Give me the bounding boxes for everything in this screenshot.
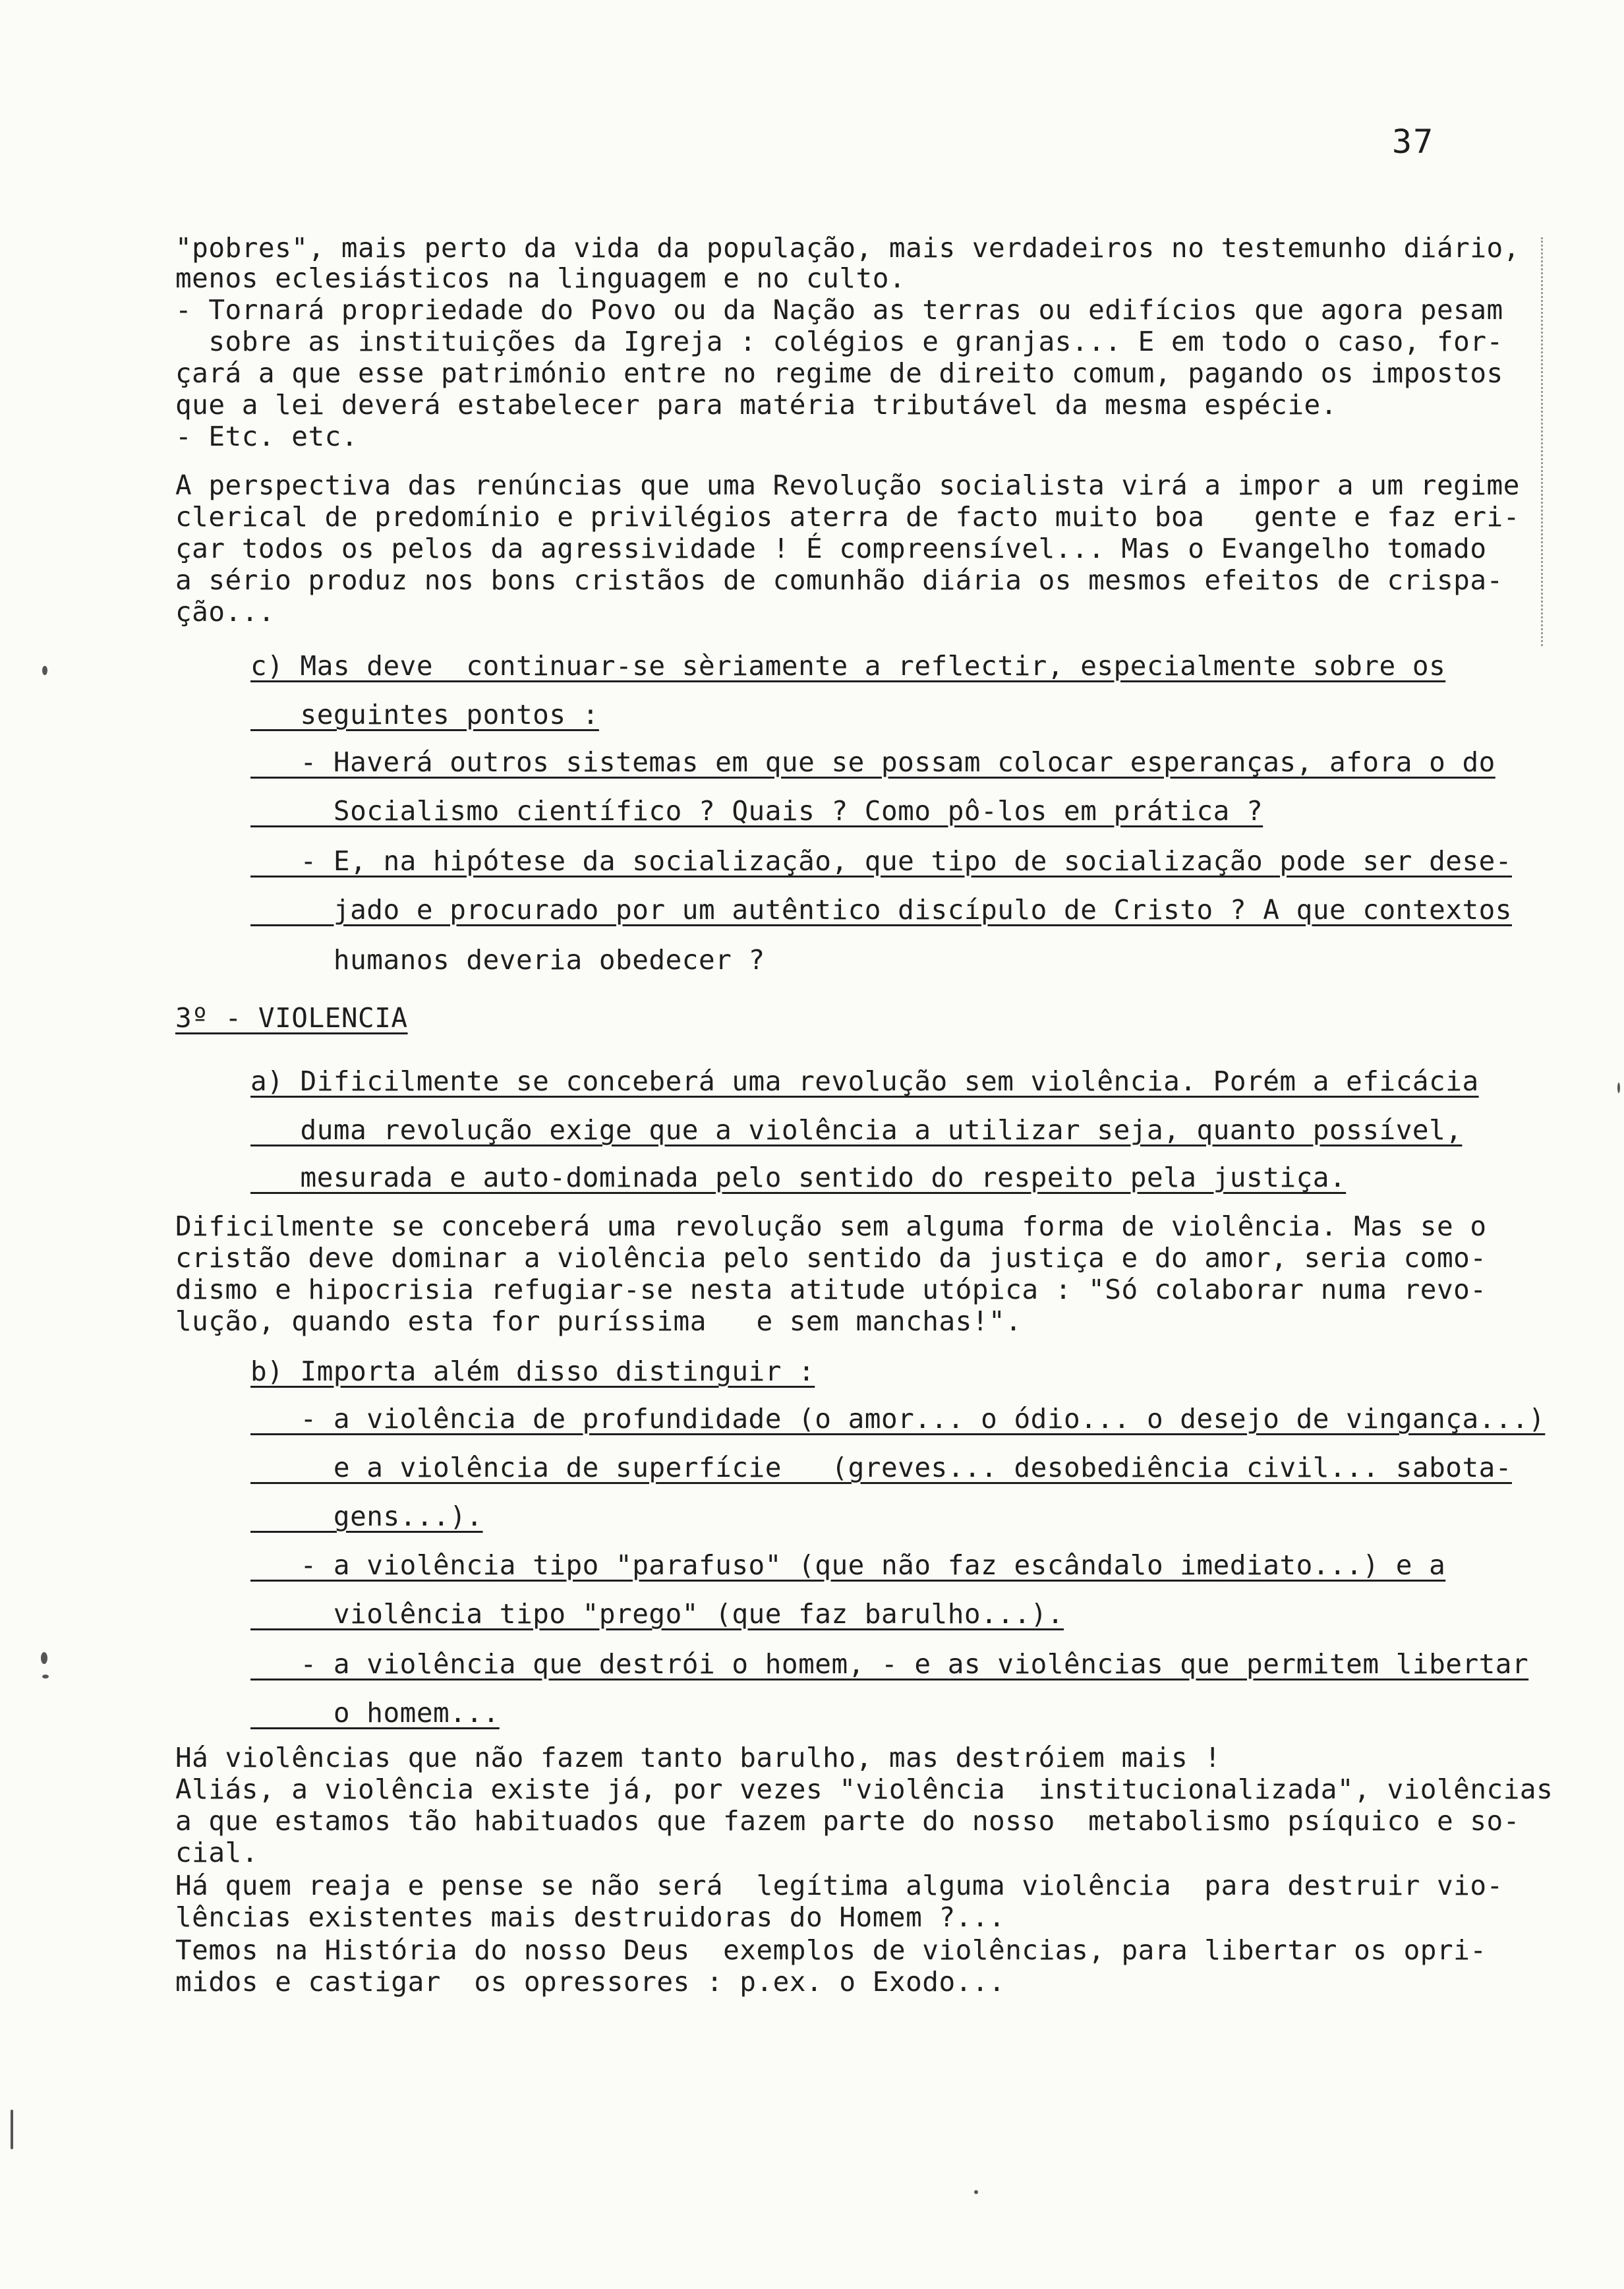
text-line: sobre as instituições da Igreja : colégios e granjas... E em todo o caso, for- bbox=[175, 326, 1503, 357]
text-line: lências existentes mais destruidoras do Homem ?... bbox=[175, 1901, 1006, 1933]
text-line: clerical de predomínio e privilégios aterra de facto muito boa gente e faz eri- bbox=[175, 501, 1520, 533]
text-line: o homem... bbox=[250, 1697, 500, 1729]
section-item-b: b) Importa além disso distinguir : bbox=[250, 1355, 815, 1387]
scan-speck bbox=[1617, 1083, 1620, 1093]
bullet-item: - E, na hipótese da socialização, que tipo de socialização pode ser dese- bbox=[250, 845, 1512, 877]
section-item-c: c) Mas deve continuar-se sèriamente a reflectir, especialmente sobre os bbox=[250, 650, 1446, 682]
bullet-item: - a violência tipo "parafuso" (que não faz escândalo imediato...) e a bbox=[250, 1549, 1446, 1581]
text-line: - Etc. etc. bbox=[175, 421, 359, 452]
bullet-item: - a violência de profundidade (o amor... o ódio... o desejo de vingança...) bbox=[250, 1403, 1546, 1435]
text-line: cristão deve dominar a violência pelo sentido da justiça e do amor, seria como- bbox=[175, 1242, 1487, 1274]
page-number: 37 bbox=[1392, 123, 1435, 161]
section-heading: 3º - VIOLENCIA bbox=[175, 1002, 408, 1034]
text-line: Aliás, a violência existe já, por vezes "violência institucionalizada", violências bbox=[175, 1773, 1553, 1805]
text-line: violência tipo "prego" (que faz barulho...). bbox=[250, 1598, 1064, 1630]
scan-speck bbox=[974, 2190, 978, 2194]
text-line: dismo e hipocrisia refugiar-se nesta atitude utópica : "Só colaborar numa revo- bbox=[175, 1274, 1487, 1305]
text-line: que a lei deverá estabelecer para matéria tributável da mesma espécie. bbox=[175, 389, 1337, 421]
text-line: Socialismo científico ? Quais ? Como pô-los em prática ? bbox=[250, 795, 1263, 827]
text-line: midos e castigar os opressores : p.ex. o Exodo... bbox=[175, 1966, 1006, 1998]
text-line: menos eclesiásticos na linguagem e no culto. bbox=[175, 262, 906, 294]
text-line: gens...). bbox=[250, 1501, 483, 1532]
scan-speck bbox=[11, 2110, 13, 2149]
text-line: Temos na História do nosso Deus exemplos de violências, para libertar os opri- bbox=[175, 1934, 1487, 1966]
bullet-item: - Haverá outros sistemas em que se possam colocar esperanças, afora o do bbox=[250, 746, 1495, 778]
text-line: "pobres", mais perto da vida da população, mais verdadeiros no testemunho diário, bbox=[175, 232, 1520, 264]
text-line: ção... bbox=[175, 596, 276, 628]
scan-speck bbox=[41, 1652, 47, 1664]
text-line: humanos deveria obedecer ? bbox=[250, 944, 765, 976]
text-line: Há violências que não fazem tanto barulho, mas destróiem mais ! bbox=[175, 1742, 1221, 1773]
text-line: çar todos os pelos da agressividade ! É compreensível... Mas o Evangelho tomado bbox=[175, 533, 1487, 564]
text-line: Dificilmente se conceberá uma revolução sem alguma forma de violência. Mas se o bbox=[175, 1210, 1487, 1242]
text-line: lução, quando esta for puríssima e sem manchas!". bbox=[175, 1305, 1022, 1337]
section-item-a: a) Dificilmente se conceberá uma revolução sem violência. Porém a eficácia bbox=[250, 1065, 1479, 1097]
text-line: mesurada e auto-dominada pelo sentido do respeito pela justiça. bbox=[250, 1162, 1347, 1193]
text-line: çará a que esse património entre no regime de direito comum, pagando os impostos bbox=[175, 357, 1503, 389]
margin-mark bbox=[1541, 237, 1543, 646]
text-line: duma revolução exige que a violência a utilizar seja, quanto possível, bbox=[250, 1114, 1463, 1146]
text-line: - Tornará propriedade do Povo ou da Nação as terras ou edifícios que agora pesam bbox=[175, 294, 1503, 326]
scan-speck bbox=[42, 1675, 49, 1679]
text-line: a que estamos tão habituados que fazem parte do nosso metabolismo psíquico e so- bbox=[175, 1805, 1520, 1837]
text-line: cial. bbox=[175, 1837, 258, 1868]
scan-speck bbox=[42, 666, 47, 675]
text-line: seguintes pontos : bbox=[250, 699, 599, 730]
text-line: e a violência de superfície (greves... desobediência civil... sabota- bbox=[250, 1452, 1512, 1483]
text-line: A perspectiva das renúncias que uma Revolução socialista virá a impor a um regime bbox=[175, 469, 1520, 501]
text-line: a sério produz nos bons cristãos de comunhão diária os mesmos efeitos de crispa- bbox=[175, 564, 1503, 596]
text-line: Há quem reaja e pense se não será legítima alguma violência para destruir vio- bbox=[175, 1870, 1503, 1901]
bullet-item: - a violência que destrói o homem, - e as violências que permitem libertar bbox=[250, 1648, 1529, 1680]
text-line: jado e procurado por um autêntico discípulo de Cristo ? A que contextos bbox=[250, 894, 1512, 926]
